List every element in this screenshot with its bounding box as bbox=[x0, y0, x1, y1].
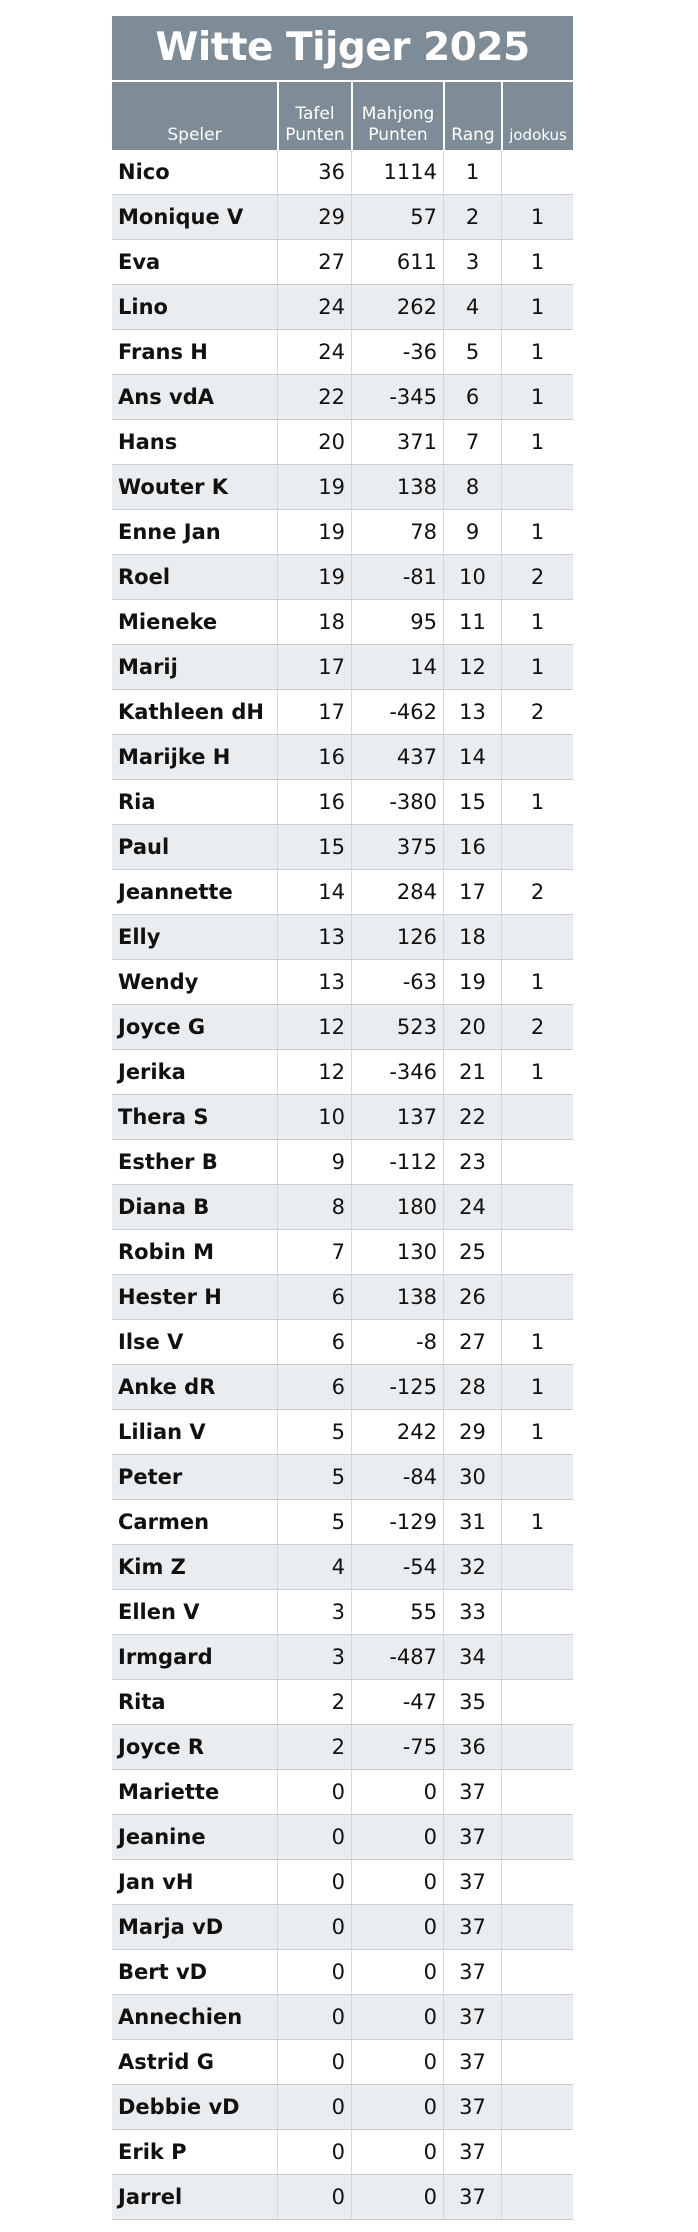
cell-speler: Mariette bbox=[118, 1780, 220, 1804]
cell-mahjong-punten: 180 bbox=[351, 1185, 443, 1229]
cell-jodokus: 2 bbox=[501, 555, 573, 599]
cell-rang: 4 bbox=[443, 285, 501, 329]
table-row bbox=[112, 1410, 573, 1455]
table-row bbox=[112, 1185, 573, 1230]
table-row bbox=[112, 330, 573, 375]
cell-mahjong-punten: 0 bbox=[351, 1950, 443, 1994]
cell-speler: Kathleen dH bbox=[118, 700, 264, 724]
cell-tafel-punten: 7 bbox=[277, 1230, 351, 1274]
cell-tafel-punten: 4 bbox=[277, 1545, 351, 1589]
cell-tafel-punten: 27 bbox=[277, 240, 351, 284]
cell-speler: Lino bbox=[118, 295, 168, 319]
table-row bbox=[112, 1950, 573, 1995]
cell-rang: 13 bbox=[443, 690, 501, 734]
cell-tafel-punten: 18 bbox=[277, 600, 351, 644]
table-row bbox=[112, 870, 573, 915]
cell-rang: 37 bbox=[443, 2085, 501, 2129]
cell-speler: Jeanine bbox=[118, 1825, 206, 1849]
header-tafel-punten-text bbox=[285, 104, 344, 146]
cell-mahjong-punten: -54 bbox=[351, 1545, 443, 1589]
cell-mahjong-punten: 95 bbox=[351, 600, 443, 644]
cell-rang: 2 bbox=[443, 195, 501, 239]
cell-tafel-punten: 0 bbox=[277, 1860, 351, 1904]
table-body bbox=[112, 150, 573, 2220]
table-title: Witte Tijger 2025 bbox=[112, 16, 573, 80]
cell-rang: 33 bbox=[443, 1590, 501, 1634]
cell-jodokus bbox=[501, 915, 573, 959]
cell-speler: Enne Jan bbox=[118, 520, 221, 544]
cell-mahjong-punten: -487 bbox=[351, 1635, 443, 1679]
cell-jodokus bbox=[501, 1185, 573, 1229]
cell-tafel-punten: 6 bbox=[277, 1275, 351, 1319]
cell-speler: Bert vD bbox=[118, 1960, 208, 1984]
header-tafel-line2: Punten bbox=[285, 125, 345, 145]
cell-mahjong-punten: 262 bbox=[351, 285, 443, 329]
table-row bbox=[112, 1995, 573, 2040]
cell-speler: Mieneke bbox=[118, 610, 218, 634]
cell-jodokus bbox=[501, 1455, 573, 1499]
table-row bbox=[112, 2175, 573, 2220]
table-row bbox=[112, 1095, 573, 1140]
cell-mahjong-punten: 126 bbox=[351, 915, 443, 959]
table-row bbox=[112, 150, 573, 195]
cell-tafel-punten: 0 bbox=[277, 2085, 351, 2129]
cell-rang: 24 bbox=[443, 1185, 501, 1229]
table-row bbox=[112, 1725, 573, 1770]
cell-jodokus bbox=[501, 1860, 573, 1904]
cell-speler: Diana B bbox=[118, 1195, 210, 1219]
cell-tafel-punten: 8 bbox=[277, 1185, 351, 1229]
cell-tafel-punten: 13 bbox=[277, 960, 351, 1004]
cell-mahjong-punten: -125 bbox=[351, 1365, 443, 1409]
table-row bbox=[112, 1005, 573, 1050]
cell-jodokus: 1 bbox=[501, 1410, 573, 1454]
cell-rang: 12 bbox=[443, 645, 501, 689]
cell-tafel-punten: 16 bbox=[277, 780, 351, 824]
cell-jodokus bbox=[501, 1275, 573, 1319]
cell-mahjong-punten: 55 bbox=[351, 1590, 443, 1634]
cell-rang: 10 bbox=[443, 555, 501, 599]
header-mahjong-line2: Punten bbox=[368, 125, 428, 145]
cell-jodokus bbox=[501, 1680, 573, 1724]
cell-tafel-punten: 29 bbox=[277, 195, 351, 239]
cell-mahjong-punten: 0 bbox=[351, 1815, 443, 1859]
cell-speler: Hans bbox=[118, 430, 178, 454]
cell-mahjong-punten: 371 bbox=[351, 420, 443, 464]
cell-tafel-punten: 24 bbox=[277, 285, 351, 329]
cell-tafel-punten: 0 bbox=[277, 1995, 351, 2039]
header-mahjong-line1: Mahjong bbox=[361, 104, 435, 124]
cell-tafel-punten: 6 bbox=[277, 1365, 351, 1409]
cell-mahjong-punten: 375 bbox=[351, 825, 443, 869]
cell-jodokus: 1 bbox=[501, 195, 573, 239]
cell-mahjong-punten: 130 bbox=[351, 1230, 443, 1274]
cell-rang: 7 bbox=[443, 420, 501, 464]
cell-speler: Robin M bbox=[118, 1240, 214, 1264]
cell-mahjong-punten: 57 bbox=[351, 195, 443, 239]
cell-tafel-punten: 36 bbox=[277, 150, 351, 194]
cell-mahjong-punten: 0 bbox=[351, 1995, 443, 2039]
header-jodokus: jodokus bbox=[501, 82, 573, 150]
cell-jodokus: 1 bbox=[501, 1050, 573, 1094]
cell-rang: 35 bbox=[443, 1680, 501, 1724]
cell-mahjong-punten: 138 bbox=[351, 465, 443, 509]
cell-tafel-punten: 10 bbox=[277, 1095, 351, 1139]
cell-mahjong-punten: 78 bbox=[351, 510, 443, 554]
cell-rang: 5 bbox=[443, 330, 501, 374]
cell-tafel-punten: 16 bbox=[277, 735, 351, 779]
cell-jodokus bbox=[501, 1995, 573, 2039]
cell-speler: Astrid G bbox=[118, 2050, 214, 2074]
table-row bbox=[112, 1860, 573, 1905]
cell-speler: Roel bbox=[118, 565, 171, 589]
cell-jodokus: 1 bbox=[501, 960, 573, 1004]
table-row bbox=[112, 240, 573, 285]
cell-rang: 27 bbox=[443, 1320, 501, 1364]
cell-tafel-punten: 14 bbox=[277, 870, 351, 914]
cell-speler: Jeannette bbox=[118, 880, 233, 904]
cell-mahjong-punten: -112 bbox=[351, 1140, 443, 1184]
cell-jodokus: 1 bbox=[501, 1320, 573, 1364]
cell-rang: 11 bbox=[443, 600, 501, 644]
cell-rang: 26 bbox=[443, 1275, 501, 1319]
table-row bbox=[112, 420, 573, 465]
cell-rang: 3 bbox=[443, 240, 501, 284]
table-row bbox=[112, 2040, 573, 2085]
table-row bbox=[112, 510, 573, 555]
cell-tafel-punten: 24 bbox=[277, 330, 351, 374]
cell-jodokus bbox=[501, 1590, 573, 1634]
table-row bbox=[112, 1635, 573, 1680]
cell-speler: Ans vdA bbox=[118, 385, 214, 409]
cell-rang: 20 bbox=[443, 1005, 501, 1049]
cell-tafel-punten: 0 bbox=[277, 1770, 351, 1814]
cell-jodokus bbox=[501, 2040, 573, 2084]
cell-speler: Rita bbox=[118, 1690, 166, 1714]
cell-speler: Esther B bbox=[118, 1150, 218, 1174]
cell-tafel-punten: 12 bbox=[277, 1050, 351, 1094]
cell-rang: 36 bbox=[443, 1725, 501, 1769]
header-mahjong-punten-text bbox=[362, 104, 435, 146]
cell-speler: Peter bbox=[118, 1465, 183, 1489]
table-row bbox=[112, 1545, 573, 1590]
cell-tafel-punten: 13 bbox=[277, 915, 351, 959]
cell-rang: 37 bbox=[443, 2175, 501, 2219]
table-row bbox=[112, 600, 573, 645]
cell-speler: Elly bbox=[118, 925, 161, 949]
cell-speler: Thera S bbox=[118, 1105, 209, 1129]
cell-tafel-punten: 9 bbox=[277, 1140, 351, 1184]
cell-jodokus bbox=[501, 1770, 573, 1814]
cell-rang: 21 bbox=[443, 1050, 501, 1094]
cell-jodokus bbox=[501, 2130, 573, 2174]
cell-jodokus bbox=[501, 465, 573, 509]
cell-tafel-punten: 12 bbox=[277, 1005, 351, 1049]
table-row bbox=[112, 1230, 573, 1275]
header-row bbox=[112, 80, 573, 150]
cell-jodokus bbox=[501, 150, 573, 194]
cell-tafel-punten: 2 bbox=[277, 1680, 351, 1724]
cell-jodokus: 1 bbox=[501, 420, 573, 464]
table-row bbox=[112, 825, 573, 870]
cell-mahjong-punten: -47 bbox=[351, 1680, 443, 1724]
table-row bbox=[112, 1455, 573, 1500]
cell-rang: 28 bbox=[443, 1365, 501, 1409]
cell-mahjong-punten: 0 bbox=[351, 2085, 443, 2129]
cell-speler: Jan vH bbox=[118, 1870, 194, 1894]
cell-speler: Erik P bbox=[118, 2140, 187, 2164]
cell-tafel-punten: 3 bbox=[277, 1635, 351, 1679]
table-row bbox=[112, 1140, 573, 1185]
table-row bbox=[112, 285, 573, 330]
cell-speler: Nico bbox=[118, 160, 170, 184]
cell-mahjong-punten: 14 bbox=[351, 645, 443, 689]
cell-jodokus: 1 bbox=[501, 1500, 573, 1544]
cell-speler: Lilian V bbox=[118, 1420, 206, 1444]
table-row bbox=[112, 2085, 573, 2130]
cell-rang: 34 bbox=[443, 1635, 501, 1679]
cell-tafel-punten: 0 bbox=[277, 2130, 351, 2174]
cell-jodokus bbox=[501, 1815, 573, 1859]
cell-speler: Jarrel bbox=[118, 2185, 183, 2209]
cell-jodokus: 1 bbox=[501, 240, 573, 284]
table-row bbox=[112, 1590, 573, 1635]
cell-speler: Debbie vD bbox=[118, 2095, 240, 2119]
cell-speler: Joyce R bbox=[118, 1735, 205, 1759]
table-row bbox=[112, 555, 573, 600]
cell-tafel-punten: 0 bbox=[277, 2175, 351, 2219]
cell-mahjong-punten: 138 bbox=[351, 1275, 443, 1319]
cell-jodokus: 1 bbox=[501, 510, 573, 554]
cell-speler: Marja vD bbox=[118, 1915, 224, 1939]
cell-rang: 30 bbox=[443, 1455, 501, 1499]
table-row bbox=[112, 915, 573, 960]
cell-jodokus bbox=[501, 2085, 573, 2129]
cell-rang: 1 bbox=[443, 150, 501, 194]
cell-speler: Joyce G bbox=[118, 1015, 206, 1039]
cell-jodokus bbox=[501, 1635, 573, 1679]
cell-mahjong-punten: -81 bbox=[351, 555, 443, 599]
cell-speler: Monique V bbox=[118, 205, 244, 229]
cell-tafel-punten: 19 bbox=[277, 465, 351, 509]
table-row bbox=[112, 690, 573, 735]
cell-jodokus: 1 bbox=[501, 600, 573, 644]
cell-rang: 29 bbox=[443, 1410, 501, 1454]
cell-mahjong-punten: -75 bbox=[351, 1725, 443, 1769]
cell-rang: 15 bbox=[443, 780, 501, 824]
table-row bbox=[112, 375, 573, 420]
table-row bbox=[112, 1365, 573, 1410]
cell-mahjong-punten: -84 bbox=[351, 1455, 443, 1499]
table-row bbox=[112, 735, 573, 780]
cell-rang: 37 bbox=[443, 1995, 501, 2039]
cell-speler: Marij bbox=[118, 655, 178, 679]
cell-jodokus bbox=[501, 1950, 573, 1994]
cell-rang: 16 bbox=[443, 825, 501, 869]
cell-jodokus: 1 bbox=[501, 780, 573, 824]
cell-tafel-punten: 22 bbox=[277, 375, 351, 419]
cell-jodokus bbox=[501, 1095, 573, 1139]
cell-tafel-punten: 0 bbox=[277, 2040, 351, 2084]
table-row bbox=[112, 1050, 573, 1095]
cell-speler: Ellen V bbox=[118, 1600, 200, 1624]
header-rang: Rang bbox=[443, 82, 501, 150]
cell-rang: 9 bbox=[443, 510, 501, 554]
cell-jodokus: 1 bbox=[501, 285, 573, 329]
cell-tafel-punten: 19 bbox=[277, 510, 351, 554]
cell-tafel-punten: 3 bbox=[277, 1590, 351, 1634]
cell-mahjong-punten: 242 bbox=[351, 1410, 443, 1454]
cell-rang: 17 bbox=[443, 870, 501, 914]
cell-tafel-punten: 0 bbox=[277, 1905, 351, 1949]
cell-tafel-punten: 19 bbox=[277, 555, 351, 599]
table-row bbox=[112, 1320, 573, 1365]
cell-speler: Paul bbox=[118, 835, 170, 859]
header-tafel-line1: Tafel bbox=[295, 104, 335, 124]
standings-table bbox=[112, 16, 573, 2220]
table-row bbox=[112, 1905, 573, 1950]
cell-jodokus bbox=[501, 1140, 573, 1184]
cell-rang: 37 bbox=[443, 1770, 501, 1814]
cell-tafel-punten: 15 bbox=[277, 825, 351, 869]
cell-mahjong-punten: -346 bbox=[351, 1050, 443, 1094]
cell-mahjong-punten: 284 bbox=[351, 870, 443, 914]
cell-mahjong-punten: 437 bbox=[351, 735, 443, 779]
header-mahjong-punten bbox=[351, 82, 443, 150]
cell-speler: Carmen bbox=[118, 1510, 210, 1534]
table-row bbox=[112, 645, 573, 690]
cell-rang: 37 bbox=[443, 1950, 501, 1994]
cell-speler: Annechien bbox=[118, 2005, 243, 2029]
cell-tafel-punten: 20 bbox=[277, 420, 351, 464]
cell-rang: 25 bbox=[443, 1230, 501, 1274]
cell-tafel-punten: 17 bbox=[277, 690, 351, 734]
cell-jodokus: 1 bbox=[501, 375, 573, 419]
cell-tafel-punten: 6 bbox=[277, 1320, 351, 1364]
cell-jodokus: 2 bbox=[501, 870, 573, 914]
table-row bbox=[112, 1815, 573, 1860]
cell-tafel-punten: 0 bbox=[277, 1815, 351, 1859]
cell-mahjong-punten: 137 bbox=[351, 1095, 443, 1139]
table-row bbox=[112, 195, 573, 240]
cell-tafel-punten: 5 bbox=[277, 1410, 351, 1454]
cell-speler: Wouter K bbox=[118, 475, 229, 499]
cell-speler: Irmgard bbox=[118, 1645, 213, 1669]
cell-speler: Ria bbox=[118, 790, 156, 814]
cell-jodokus bbox=[501, 735, 573, 779]
cell-mahjong-punten: -36 bbox=[351, 330, 443, 374]
cell-rang: 23 bbox=[443, 1140, 501, 1184]
cell-jodokus: 1 bbox=[501, 1365, 573, 1409]
cell-speler: Jerika bbox=[118, 1060, 186, 1084]
cell-jodokus bbox=[501, 825, 573, 869]
cell-rang: 37 bbox=[443, 1815, 501, 1859]
table-row bbox=[112, 1680, 573, 1725]
cell-jodokus bbox=[501, 1545, 573, 1589]
cell-mahjong-punten: -462 bbox=[351, 690, 443, 734]
cell-jodokus: 1 bbox=[501, 645, 573, 689]
cell-mahjong-punten: 0 bbox=[351, 2040, 443, 2084]
table-row bbox=[112, 780, 573, 825]
cell-jodokus: 2 bbox=[501, 690, 573, 734]
cell-mahjong-punten: 0 bbox=[351, 2175, 443, 2219]
header-speler: Speler bbox=[167, 125, 222, 145]
cell-mahjong-punten: -63 bbox=[351, 960, 443, 1004]
cell-mahjong-punten: -380 bbox=[351, 780, 443, 824]
cell-speler: Kim Z bbox=[118, 1555, 186, 1579]
table-row bbox=[112, 465, 573, 510]
cell-mahjong-punten: -345 bbox=[351, 375, 443, 419]
cell-tafel-punten: 0 bbox=[277, 1950, 351, 1994]
cell-speler: Marijke H bbox=[118, 745, 231, 769]
cell-rang: 18 bbox=[443, 915, 501, 959]
cell-rang: 32 bbox=[443, 1545, 501, 1589]
table-row bbox=[112, 1770, 573, 1815]
cell-jodokus bbox=[501, 1230, 573, 1274]
cell-rang: 6 bbox=[443, 375, 501, 419]
cell-speler: Frans H bbox=[118, 340, 208, 364]
cell-speler: Ilse V bbox=[118, 1330, 184, 1354]
cell-mahjong-punten: -129 bbox=[351, 1500, 443, 1544]
cell-speler: Anke dR bbox=[118, 1375, 216, 1399]
cell-rang: 31 bbox=[443, 1500, 501, 1544]
cell-rang: 37 bbox=[443, 2130, 501, 2174]
cell-speler: Hester H bbox=[118, 1285, 222, 1309]
cell-rang: 37 bbox=[443, 1860, 501, 1904]
cell-jodokus bbox=[501, 1725, 573, 1769]
table-row bbox=[112, 1500, 573, 1545]
cell-mahjong-punten: 0 bbox=[351, 1770, 443, 1814]
cell-mahjong-punten: 0 bbox=[351, 1860, 443, 1904]
cell-mahjong-punten: 523 bbox=[351, 1005, 443, 1049]
cell-mahjong-punten: 611 bbox=[351, 240, 443, 284]
cell-jodokus bbox=[501, 2175, 573, 2219]
cell-rang: 37 bbox=[443, 1905, 501, 1949]
cell-rang: 22 bbox=[443, 1095, 501, 1139]
table-row bbox=[112, 1275, 573, 1320]
cell-rang: 14 bbox=[443, 735, 501, 779]
header-tafel-punten bbox=[277, 82, 351, 150]
cell-rang: 19 bbox=[443, 960, 501, 1004]
cell-jodokus: 1 bbox=[501, 330, 573, 374]
table-row bbox=[112, 960, 573, 1005]
cell-jodokus: 2 bbox=[501, 1005, 573, 1049]
cell-mahjong-punten: -8 bbox=[351, 1320, 443, 1364]
cell-rang: 37 bbox=[443, 2040, 501, 2084]
cell-speler: Eva bbox=[118, 250, 161, 274]
cell-rang: 8 bbox=[443, 465, 501, 509]
cell-speler: Wendy bbox=[118, 970, 199, 994]
cell-tafel-punten: 2 bbox=[277, 1725, 351, 1769]
cell-mahjong-punten: 1114 bbox=[351, 150, 443, 194]
cell-jodokus bbox=[501, 1905, 573, 1949]
cell-tafel-punten: 5 bbox=[277, 1455, 351, 1499]
cell-mahjong-punten: 0 bbox=[351, 2130, 443, 2174]
cell-mahjong-punten: 0 bbox=[351, 1905, 443, 1949]
table-row bbox=[112, 2130, 573, 2175]
cell-tafel-punten: 5 bbox=[277, 1500, 351, 1544]
cell-tafel-punten: 17 bbox=[277, 645, 351, 689]
